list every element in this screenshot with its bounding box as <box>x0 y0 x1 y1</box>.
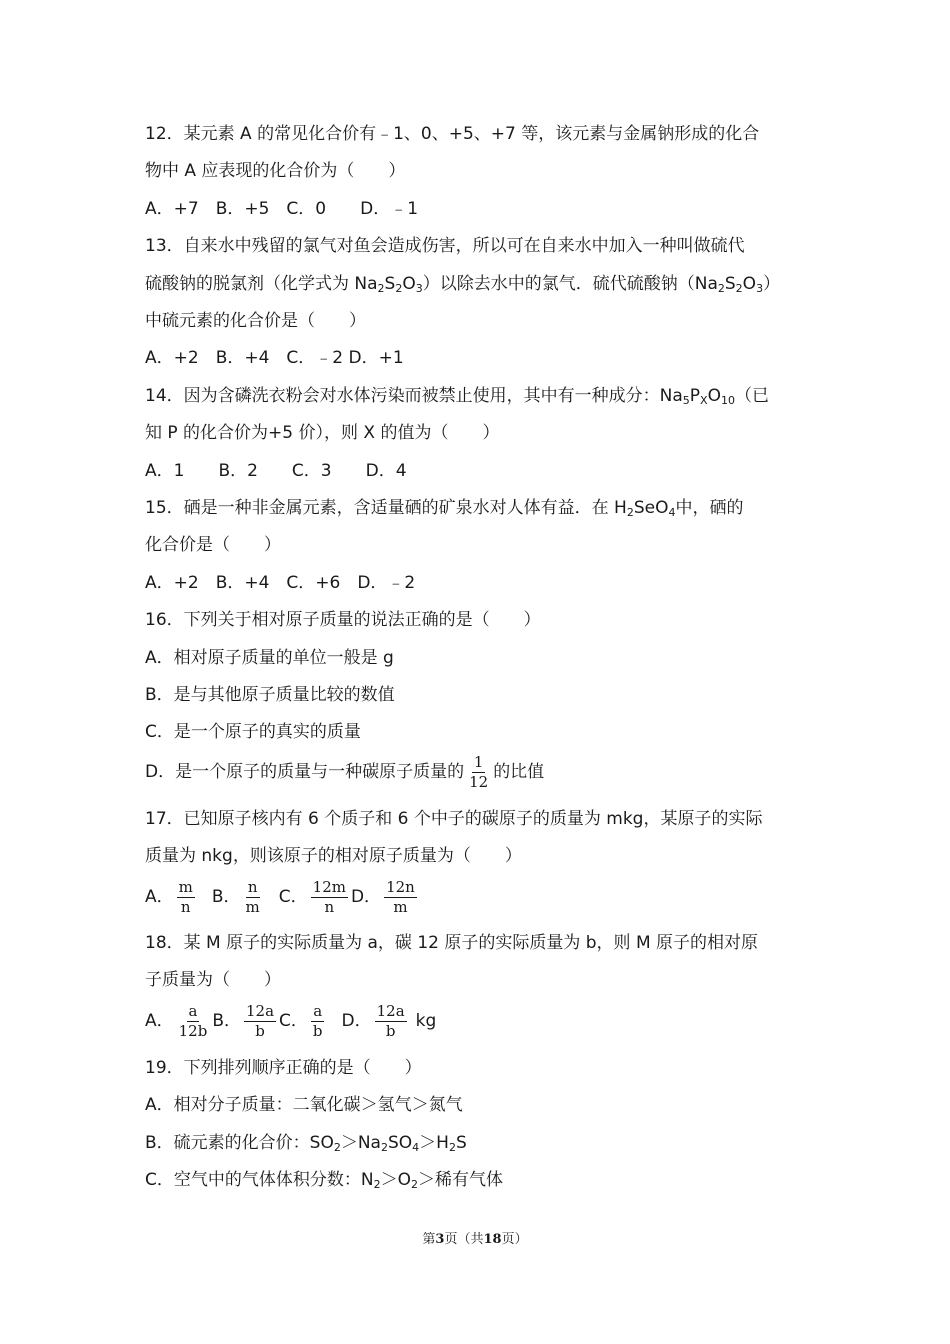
q17-stem-line1: 17．已知原子核内有 6 个质子和 6 个中子的碳原子的质量为 mkg，某原子的实际 <box>145 809 763 829</box>
fraction <box>244 1003 276 1040</box>
unit-label: kg <box>415 1011 437 1031</box>
q14-options: A．1 B．2 C．3 D．4 <box>145 461 407 481</box>
text: ＞O <box>380 1170 411 1190</box>
text: O <box>707 386 721 406</box>
q12-options: A．+7 B．+5 C．0 D．﹣1 <box>145 199 419 219</box>
q16-option-c: C．是一个原子的真实的质量 <box>145 722 361 742</box>
text: ＞Na <box>340 1133 381 1153</box>
q17-stem-line2: 质量为 nkg，则该原子的相对原子质量为（ ） <box>145 846 522 866</box>
q19-stem: 19．下列排列顺序正确的是（ ） <box>145 1058 422 1078</box>
fraction-denominator: b <box>255 1021 265 1040</box>
text: P <box>689 386 701 406</box>
subscript: 10 <box>720 394 735 407</box>
subscript: 5 <box>682 394 690 407</box>
q15-options: A．+2 B．+4 C．+6 D．﹣2 <box>145 573 416 593</box>
text: 15．硒是一种非金属元素，含适量硒的矿泉水对人体有益．在 H <box>145 498 627 518</box>
subscript: 2 <box>717 282 725 295</box>
q13-stem-line2 <box>145 272 815 296</box>
subscript: 3 <box>415 282 423 295</box>
q17-options <box>145 877 815 917</box>
text: SO <box>387 1133 413 1153</box>
q18-options <box>145 1001 815 1041</box>
fraction-numerator: a <box>313 1001 323 1020</box>
fraction-denominator: m <box>393 897 408 916</box>
fraction-denominator: 12 <box>469 772 489 791</box>
text: （已 <box>734 386 769 406</box>
text: ）以除去水中的氯气．硫代硫酸钠（Na <box>422 274 718 294</box>
text: S <box>384 274 396 294</box>
q12-stem-line1: 12．某元素 A 的常见化合价有﹣1、0、+5、+7 等，该元素与金属钠形成的化合 <box>145 124 760 144</box>
subscript: 4 <box>412 1141 420 1154</box>
subscript: X <box>700 394 708 407</box>
footer-prefix: 第 <box>422 1232 436 1247</box>
fraction <box>467 754 490 791</box>
text: 硫酸钠的脱氯剂（化学式为 Na <box>145 274 378 294</box>
text: 中，硒的 <box>675 498 744 518</box>
fraction <box>311 1003 325 1040</box>
q16-stem: 16．下列关于相对原子质量的说法正确的是（ ） <box>145 610 541 630</box>
q12-stem-line2: 物中 A 应表现的化合价为（ ） <box>145 161 406 181</box>
fraction <box>177 879 195 916</box>
option-c-label: C． <box>279 1011 308 1031</box>
subscript: 2 <box>333 1141 341 1154</box>
q16-option-b: B．是与其他原子质量比较的数值 <box>145 685 395 705</box>
footer-middle: 页（共 <box>444 1232 484 1247</box>
q14-stem-line2: 知 P 的化合价为+5 价），则 X 的值为（ ） <box>145 423 500 443</box>
text: SeO <box>633 498 669 518</box>
fraction <box>177 1003 210 1040</box>
text: 14．因为含磷洗衣粉会对水体污染而被禁止使用，其中有一种成分：Na <box>145 386 683 406</box>
q15-stem-line2: 化合价是（ ） <box>145 535 281 555</box>
text: B．硫元素的化合价：SO <box>145 1133 334 1153</box>
fraction-numerator: a <box>188 1001 198 1020</box>
q16-option-d <box>145 752 815 792</box>
text: C．空气中的气体体积分数：N <box>145 1170 374 1190</box>
text: O <box>402 274 416 294</box>
q14-stem-line1 <box>145 384 815 408</box>
fraction-numerator: 12m <box>312 877 346 896</box>
q19-option-c <box>145 1168 815 1192</box>
text: ＞稀有气体 <box>417 1170 503 1190</box>
fraction-denominator: n <box>324 897 335 916</box>
subscript: 2 <box>626 506 634 519</box>
total-pages-number: 18 <box>483 1232 502 1247</box>
page-footer <box>0 1228 950 1247</box>
fraction <box>384 879 417 916</box>
text: S <box>455 1133 467 1153</box>
text: S <box>724 274 736 294</box>
subscript: 2 <box>373 1178 381 1191</box>
q19-option-b <box>145 1131 815 1155</box>
q19-option-a: A．相对分子质量：二氧化碳＞氢气＞氮气 <box>145 1095 463 1115</box>
text: O <box>742 274 757 294</box>
subscript: 2 <box>448 1141 456 1154</box>
fraction-numerator: 12a <box>376 1001 405 1020</box>
fraction-numerator: 1 <box>473 752 484 771</box>
fraction-denominator: 12b <box>178 1021 208 1040</box>
q18-stem-line2: 子质量为（ ） <box>145 970 281 990</box>
fraction-denominator: m <box>245 897 260 916</box>
subscript: 2 <box>410 1178 418 1191</box>
q13-options: A．+2 B．+4 C．﹣2 D．+1 <box>145 348 404 368</box>
q16-option-a: A．相对原子质量的单位一般是 g <box>145 648 394 668</box>
option-d-label: D． <box>350 887 382 907</box>
fraction-denominator: b <box>385 1021 396 1040</box>
fraction <box>311 879 348 916</box>
q18-stem-line1: 18．某 M 原子的实际质量为 a，碳 12 原子的实际质量为 b，则 M 原子的相对原 <box>145 933 759 953</box>
text: 的比值 <box>493 762 545 782</box>
subscript: 2 <box>735 282 743 295</box>
option-a-label: A． <box>145 1011 174 1031</box>
subscript: 2 <box>395 282 403 295</box>
option-b-label: B． <box>211 887 241 907</box>
fraction-denominator: b <box>312 1021 323 1040</box>
fraction-numerator: m <box>178 877 193 896</box>
option-b-label: B． <box>212 1011 242 1031</box>
subscript: 4 <box>668 506 676 519</box>
fraction-numerator: 12n <box>386 877 415 896</box>
option-a-label: A． <box>145 887 174 907</box>
subscript: 2 <box>377 282 385 295</box>
q13-stem-line3: 中硫元素的化合价是（ ） <box>145 311 366 331</box>
current-page-number: 3 <box>435 1232 445 1247</box>
option-d-label: D． <box>341 1011 372 1031</box>
fraction-numerator: 12a <box>246 1001 275 1020</box>
footer-suffix: 页） <box>501 1232 528 1247</box>
text: ＞H <box>419 1133 449 1153</box>
fraction <box>375 1003 407 1040</box>
text: D．是一个原子的质量与一种碳原子质量的 <box>145 762 465 782</box>
subscript: 2 <box>380 1141 388 1154</box>
fraction-denominator: n <box>180 897 191 916</box>
q15-stem-line1 <box>145 496 815 520</box>
subscript: 3 <box>756 282 764 295</box>
q13-stem-line1: 13．自来水中残留的氯气对鱼会造成伤害，所以可在自来水中加入一种叫做硫代 <box>145 236 745 256</box>
option-c-label: C． <box>278 887 308 907</box>
fraction <box>244 879 262 916</box>
fraction-numerator: n <box>247 877 258 896</box>
text: ） <box>763 274 781 294</box>
